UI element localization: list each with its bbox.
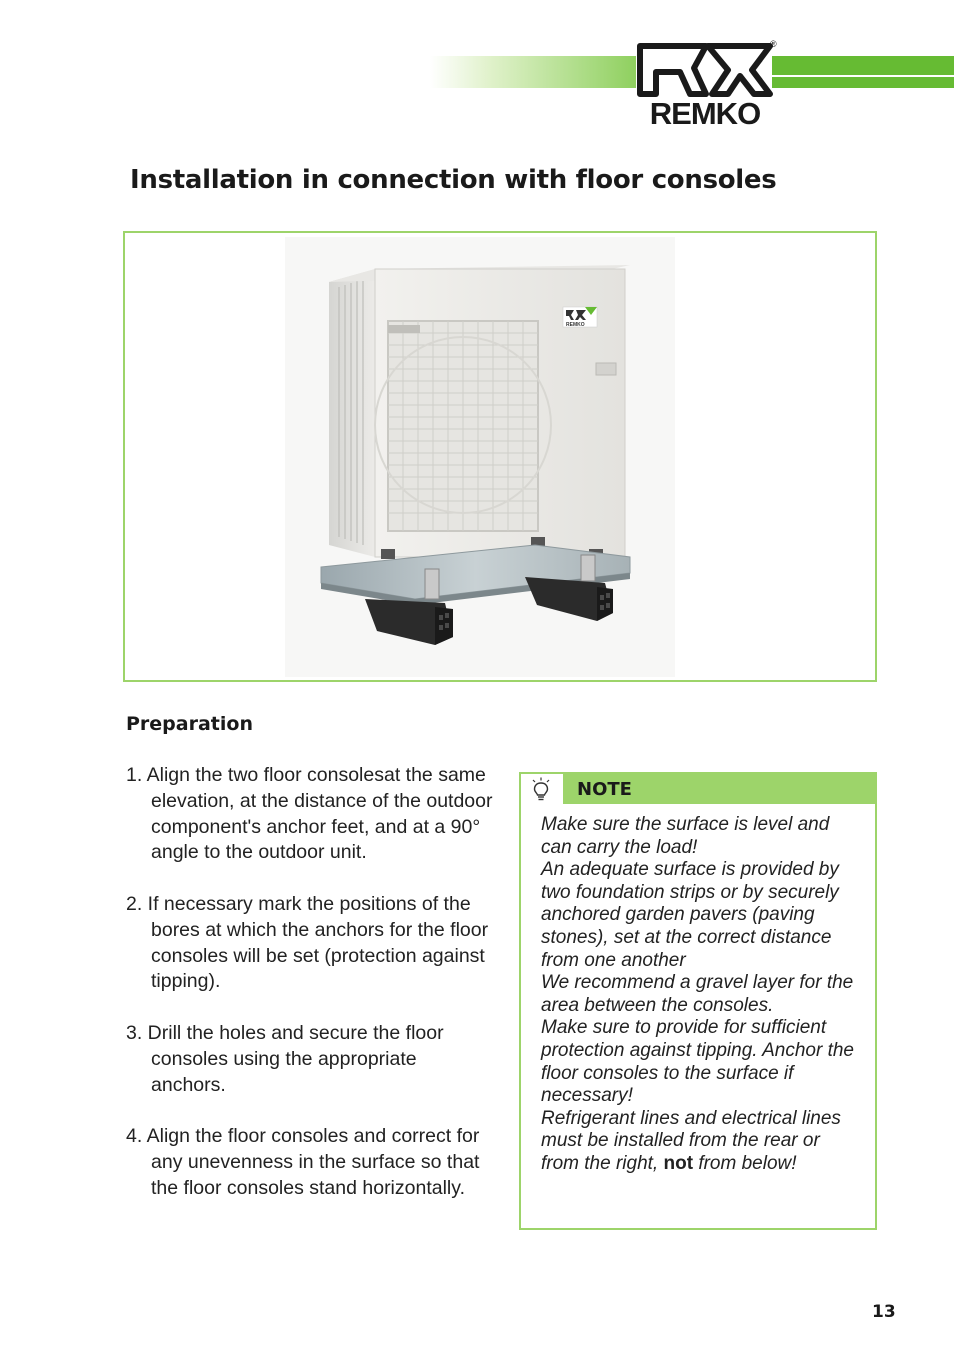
product-figure — [123, 231, 877, 682]
note-title: NOTE — [577, 779, 632, 800]
page-number: 13 — [872, 1302, 896, 1322]
lightbulb-icon — [530, 777, 552, 801]
note-emphasis: not — [663, 1152, 694, 1174]
step-item: 2. If necessary mark the positions of the bores at which the anchors for the floor consoles will be set (protection against tipping). — [126, 892, 489, 993]
registered-mark: ® — [770, 39, 777, 49]
header-green-band — [772, 56, 954, 88]
unit-logo-text: REMKO — [566, 322, 585, 328]
note-line-text: from below! — [693, 1152, 797, 1174]
preparation-steps — [126, 763, 496, 1227]
note-line: An adequate surface is provided by two foundation strips or by securely anchored garden pavers (paving stones), set at the correct distance from one another — [541, 859, 839, 971]
remko-logo-mark-icon — [636, 40, 776, 98]
page-title: Installation in connection with floor consoles — [130, 165, 777, 195]
outdoor-unit-illustration — [285, 237, 675, 677]
step-item: 4. Align the floor consoles and correct for any unevenness in the surface so that the floor consoles stand horizontally. — [126, 1125, 480, 1199]
step-item: 3. Drill the holes and secure the floor consoles using the appropriate anchors. — [126, 1021, 444, 1096]
note-line: We recommend a gravel layer for the area between the consoles. — [541, 972, 854, 1016]
note-body — [541, 814, 861, 1176]
header-gradient-band — [430, 56, 636, 88]
note-header — [521, 774, 875, 804]
note-line-text: Refrigerant lines and electrical lines must be installed from the rear or from the right, — [541, 1107, 841, 1174]
note-line: Make sure to provide for sufficient protection against tipping. Anchor the floor consoles to the surface if necessary! — [541, 1017, 854, 1107]
logo-wordmark: REMKO — [649, 96, 761, 131]
note-line: Make sure the surface is level and can carry the load! — [541, 814, 830, 858]
note-line — [541, 1108, 861, 1176]
step-item: 1. Align the two floor consolesat the same elevation, at the distance of the outdoor component's anchor feet, and at a 90° angle to the outdoor unit. — [126, 764, 493, 864]
preparation-heading: Preparation — [126, 713, 253, 735]
remko-logo — [636, 40, 778, 132]
note-icon-container — [521, 774, 563, 804]
note-box — [519, 772, 877, 1230]
